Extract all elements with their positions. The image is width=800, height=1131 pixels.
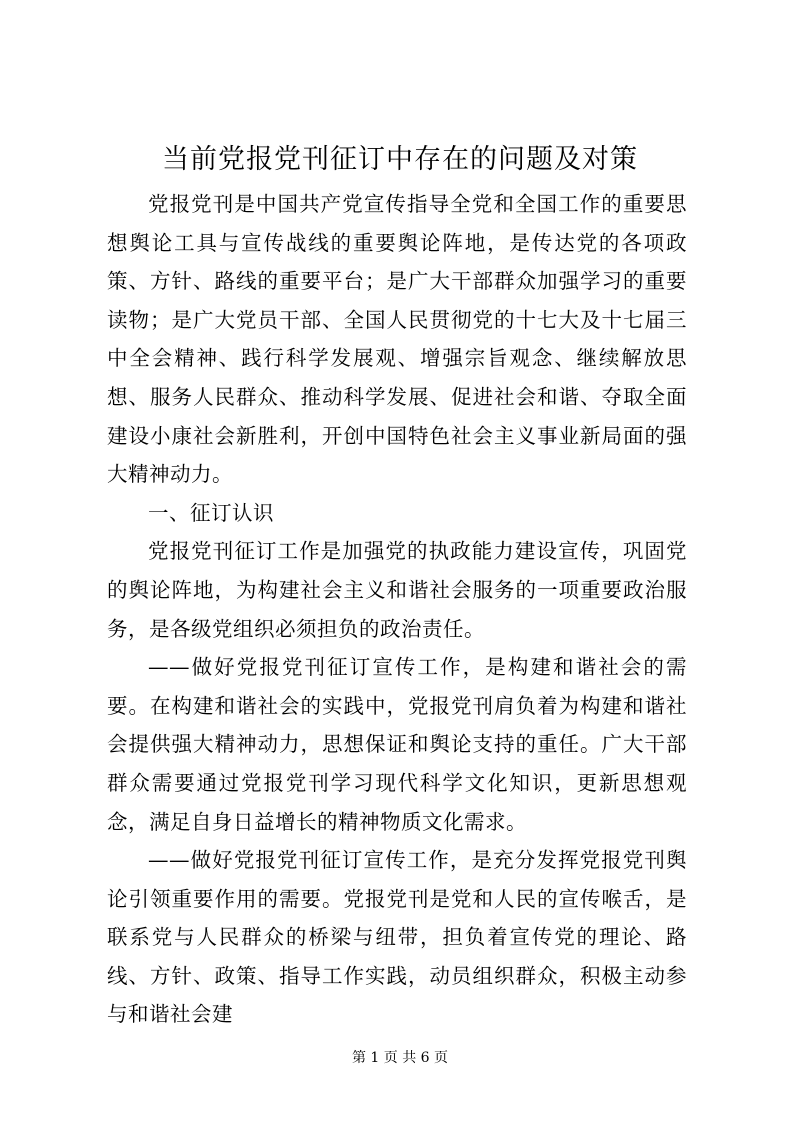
paragraph-subscription-work: 党报党刊征订工作是加强党的执政能力建设宣传，巩固党的舆论阵地，为构建社会主义和谐社会服务的一项重要政治服务，是各级党组织必须担负的政治责任。: [107, 539, 687, 641]
paragraph-harmonious-society: ——做好党报党刊征订宣传工作，是构建和谐社会的需要。在构建和谐社会的实践中，党报党刊肩负着为构建和谐社会提供强大精神动力，思想保证和舆论支持的重任。广大干部群众需要通过党报党刊学习现代科学文化知识，更新思想观念，满足自身日益增长的精神物质文化需求。: [107, 655, 687, 834]
paragraph-intro: 党报党刊是中国共产党宣传指导全党和全国工作的重要思想舆论工具与宣传战线的重要舆论阵地，是传达党的各项政策、方针、路线的重要平台；是广大干部群众加强学习的重要读物；是广大党员干部、全国人民贯彻党的十七大及十七届三中全会精神、践行科学发展观、增强宗旨观念、继续解放思想、服务人民群众、推动科学发展、促进社会和谐、夺取全面建设小康社会新胜利，开创中国特色社会主义事业新局面的强大精神动力。: [107, 192, 687, 487]
section-heading: 一、征订认识: [148, 500, 274, 525]
document-body: [107, 185, 687, 1034]
document-title: 当前党报党刊征订中存在的问题及对策: [162, 144, 638, 175]
paragraph-public-opinion: ——做好党报党刊征订宣传工作，是充分发挥党报党刊舆论引领重要作用的需要。党报党刊是党和人民的宣传喉舌，是联系党与人民群众的桥梁与纽带，担负着宣传党的理论、路线、方针、政策、指导工作实践，动员组织群众，积极主动参与和谐社会建: [107, 848, 687, 1027]
page-footer: 第 1 页 共 6 页: [351, 1050, 449, 1066]
